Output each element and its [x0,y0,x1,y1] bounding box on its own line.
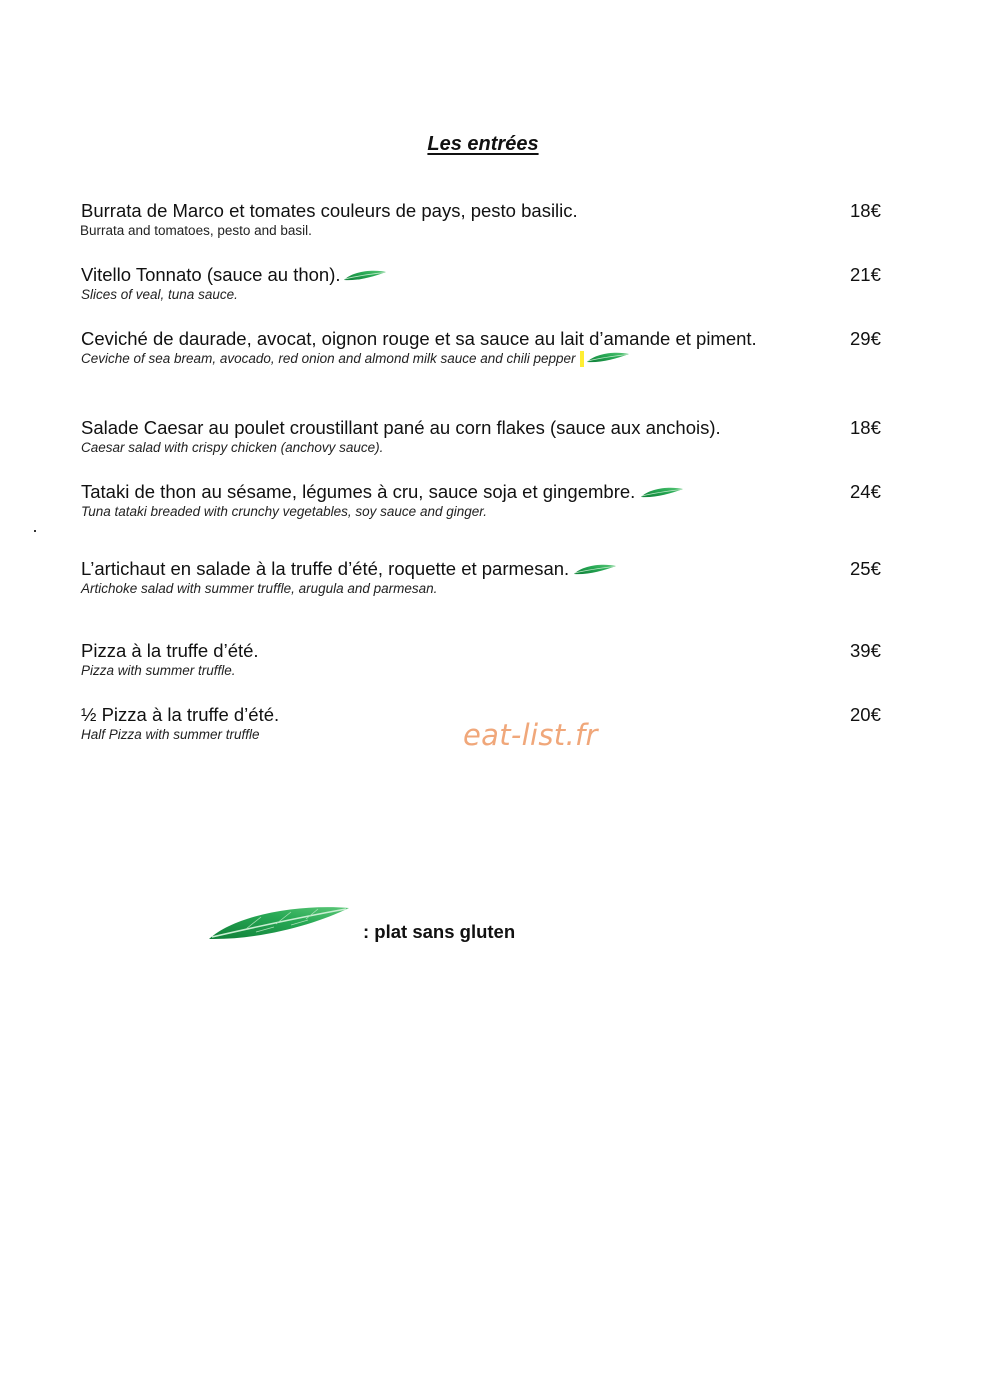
item-description: Artichoke salad with summer truffle, arugula and parmesan. [81,581,438,596]
leaf-icon [586,350,630,368]
page-title: Les entrées [427,133,539,155]
item-name: Tataki de thon au sésame, légumes à cru, sauce soja et gingembre. [81,481,901,503]
watermark-text: eat-list.fr [463,718,598,752]
item-description: Slices of veal, tuna sauce. [81,287,238,302]
item-price: 20€ [850,704,881,725]
item-name: Pizza à la truffe d’été. [81,640,259,661]
menu-item [81,417,901,457]
item-name: ½ Pizza à la truffe d’été. [81,704,280,725]
menu-item [81,558,901,598]
item-description: Burrata and tomatoes, pesto and basil. [80,223,312,238]
item-price: 39€ [850,640,881,661]
leaf-icon [343,264,387,286]
item-price: 18€ [850,200,881,221]
item-name: L’artichaut en salade à la truffe d’été, roquette et parmesan. [81,558,901,580]
legend-label: : plat sans gluten [363,921,516,942]
item-price: 21€ [850,264,881,285]
stray-dot [34,530,36,532]
item-description: Pizza with summer truffle. [81,663,236,678]
item-name: Salade Caesar au poulet croustillant pané au corn flakes (sauce aux anchois). [81,417,721,438]
menu-item [81,640,901,680]
item-price: 18€ [850,417,881,438]
item-price: 29€ [850,328,881,349]
menu-item [81,328,901,368]
item-description: Half Pizza with summer truffle [81,727,260,742]
menu-item [81,264,901,304]
leaf-icon [573,558,617,580]
item-description: Tuna tataki breaded with crunchy vegetables, soy sauce and ginger. [81,504,487,519]
leaf-icon [206,900,352,947]
highlight-mark [580,351,584,367]
menu-item [81,200,901,240]
menu-item [81,481,901,521]
leaf-icon [640,481,684,503]
item-price: 25€ [850,558,881,579]
item-name: Burrata de Marco et tomates couleurs de pays, pesto basilic. [81,200,578,221]
item-description: Ceviche of sea bream, avocado, red onion and almond milk sauce and chili pepper [81,350,901,368]
item-name: Vitello Tonnato (sauce au thon). [81,264,901,286]
item-description: Caesar salad with crispy chicken (anchovy sauce). [81,440,384,455]
item-name: Ceviché de daurade, avocat, oignon rouge et sa sauce au lait d’amande et piment. [81,328,757,349]
item-price: 24€ [850,481,881,502]
